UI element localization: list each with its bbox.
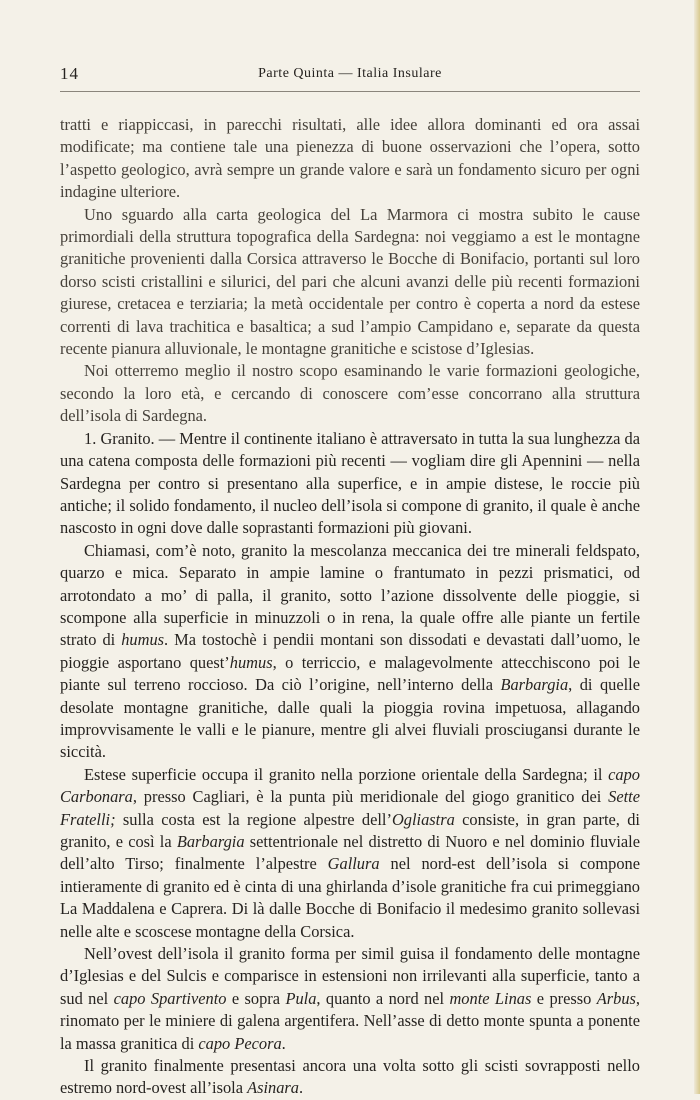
text-run: , o terriccio, e malagevolmente attecchiscono poi le piante sul terreno roccioso. Da ciò l’origine, nell’interno della (60, 652, 640, 695)
text-run: Uno sguardo alla carta geologica del La Marmora ci mostra subito le cause primordiali della struttura topografica della Sardegna: noi veggiamo a est le montagne granitiche provenienti dalla Corsica attraverso le Bocche di Bonifacio, portanti sul loro dorso scisti cristallini e silurici, del pari che alcuni avanzi delle più recenti formazioni giurese, cretacea e terziaria; la metà occidentale per contro è coperta a nord da estese correnti di lava trachitica e basaltica; a sud l’ampio Campidano e, separate da questa recente pianura alluvionale, le montagne granitiche e scistose d’Iglesias. (60, 204, 640, 359)
text-run: — Mentre il continente italiano è attraversato in tutta la sua lunghezza da una catena composta delle formazioni più recenti — vogliam dire gli Apennini — nella Sardegna per contro si presentano alla superfice, e in ampie distese, le roccie più antiche; il solido fondamento, il nucleo dell’isola si compone di granito, il quale è anche nascosto in ogni dove dalle soprastanti formazioni più giovani. (60, 428, 640, 538)
text-run: tratti e riappiccasi, in parecchi risultati, alle idee allora dominanti ed ora assai modificate; ma contiene tale una pienezza di buone osservazioni che l’opera, sotto l’aspetto geologico, avrà sempre un grande valore e sarà un fondamento sicuro per ogni indagine ulteriore. (60, 115, 640, 202)
page-edge (694, 0, 700, 1094)
italic-term: capo Carbonara (60, 764, 640, 807)
running-head (60, 64, 640, 86)
italic-term: Gallura (327, 854, 380, 874)
paragraph (60, 204, 640, 361)
italic-term: Barbargia (500, 675, 569, 695)
text-run: Il granito finalmente presentasi ancora una volta sotto gli scisti sovrapposti nello estremo nord-ovest all’isola (60, 1056, 640, 1098)
text-run: . (281, 1033, 286, 1053)
italic-term: humus (229, 652, 273, 672)
text-run: nel nord-est dell’isola si compone intieramente di granito ed è cinta di una ghirlanda d’isole granitiche fra cui primeggiano La Maddalena e Caprera. Di là dalle Bocche di Bonifacio il medesimo granito sollevasi nelle alte e scoscese montagne della Corsica. (60, 854, 640, 941)
text-run: Chiamasi, com’è noto, granito la mescolanza meccanica dei tre minerali feldspato, quarzo e mica. Separato in ampie lamine o frantumato in pezzi prismatici, od arrotondato a mo’ di palla, il granito, sotto l’azione dissolvente delle pioggie, si scompone alla superficie in minuzzoli o in rena, la quale offre alle piante un fertile strato di (60, 540, 640, 650)
italic-term: Barbargia (176, 832, 245, 851)
header-rule (60, 91, 640, 92)
section-heading: 1. Granito. (84, 428, 155, 448)
text-run: consiste, in gran parte, di granito, e così la (60, 809, 640, 851)
text-run: , rinomato per le miniere di galena argentifera. Nell’asse di detto monte spunta a ponente la massa granitica di (60, 988, 641, 1053)
paragraph (60, 540, 640, 764)
italic-term: Ogliastra (391, 809, 455, 829)
paragraph (60, 1055, 640, 1100)
text-run: . (299, 1078, 304, 1098)
text-run: settentrionale nel distretto di Nuoro e nel dominio fluviale dell’alto Tirso; finalmente l’alpestre (60, 832, 641, 874)
text-run: , quanto a nord nel (316, 988, 450, 1008)
text-run: e presso (531, 988, 597, 1008)
paragraph (60, 764, 640, 943)
italic-term: humus (121, 630, 165, 650)
paragraph (60, 943, 640, 1055)
text-run: Estese superficie occupa il granito nella porzione orientale della Sardegna; il (84, 764, 609, 784)
italic-term: Asinara (247, 1078, 299, 1098)
paragraph (60, 428, 640, 540)
page-number: 14 (60, 64, 79, 83)
text-run: Nell’ovest dell’isola il granito forma per simil guisa il fondamento delle montagne d’Iglesias e del Sulcis e comparisce in estensioni non irrilevanti alla superficie, tanto a sud nel (60, 944, 640, 1008)
text-run: , presso Cagliari, è la punta più meridionale del giogo granitico dei (132, 787, 609, 807)
text-run: Noi otterremo meglio il nostro scopo esaminando le varie formazioni geologiche, secondo la loro età, e cercando di conoscere com’esse concorrano alla struttura dell’isola di Sardegna. (60, 361, 640, 426)
text-run: . Ma tostochè i pendii montani son dissodati e devastati dall’uomo, le pioggie asportano quest’ (60, 630, 640, 672)
paragraph (60, 360, 640, 427)
italic-term: Sette Fratelli; (60, 787, 640, 829)
running-title: Parte Quinta — Italia Insulare (258, 66, 442, 81)
italic-term: Arbus (596, 988, 636, 1008)
italic-term: monte Linas (449, 988, 532, 1008)
paragraph (60, 114, 640, 204)
text-body (60, 114, 640, 1100)
text-run: sulla costa est la regione alpestre dell’ (115, 809, 392, 829)
italic-term: capo Pecora (198, 1033, 282, 1053)
italic-term: Pula (285, 988, 317, 1008)
italic-term: capo Spartivento (113, 988, 227, 1008)
text-run: , di quelle desolate montagne granitiche, dalle quali la pioggia rovina impetuosa, allagando improvvisamente le valli e le pianure, mentre gli alvei fluviali prosciugansi durante le siccità. (60, 675, 640, 762)
text-run: e sopra (226, 988, 286, 1008)
